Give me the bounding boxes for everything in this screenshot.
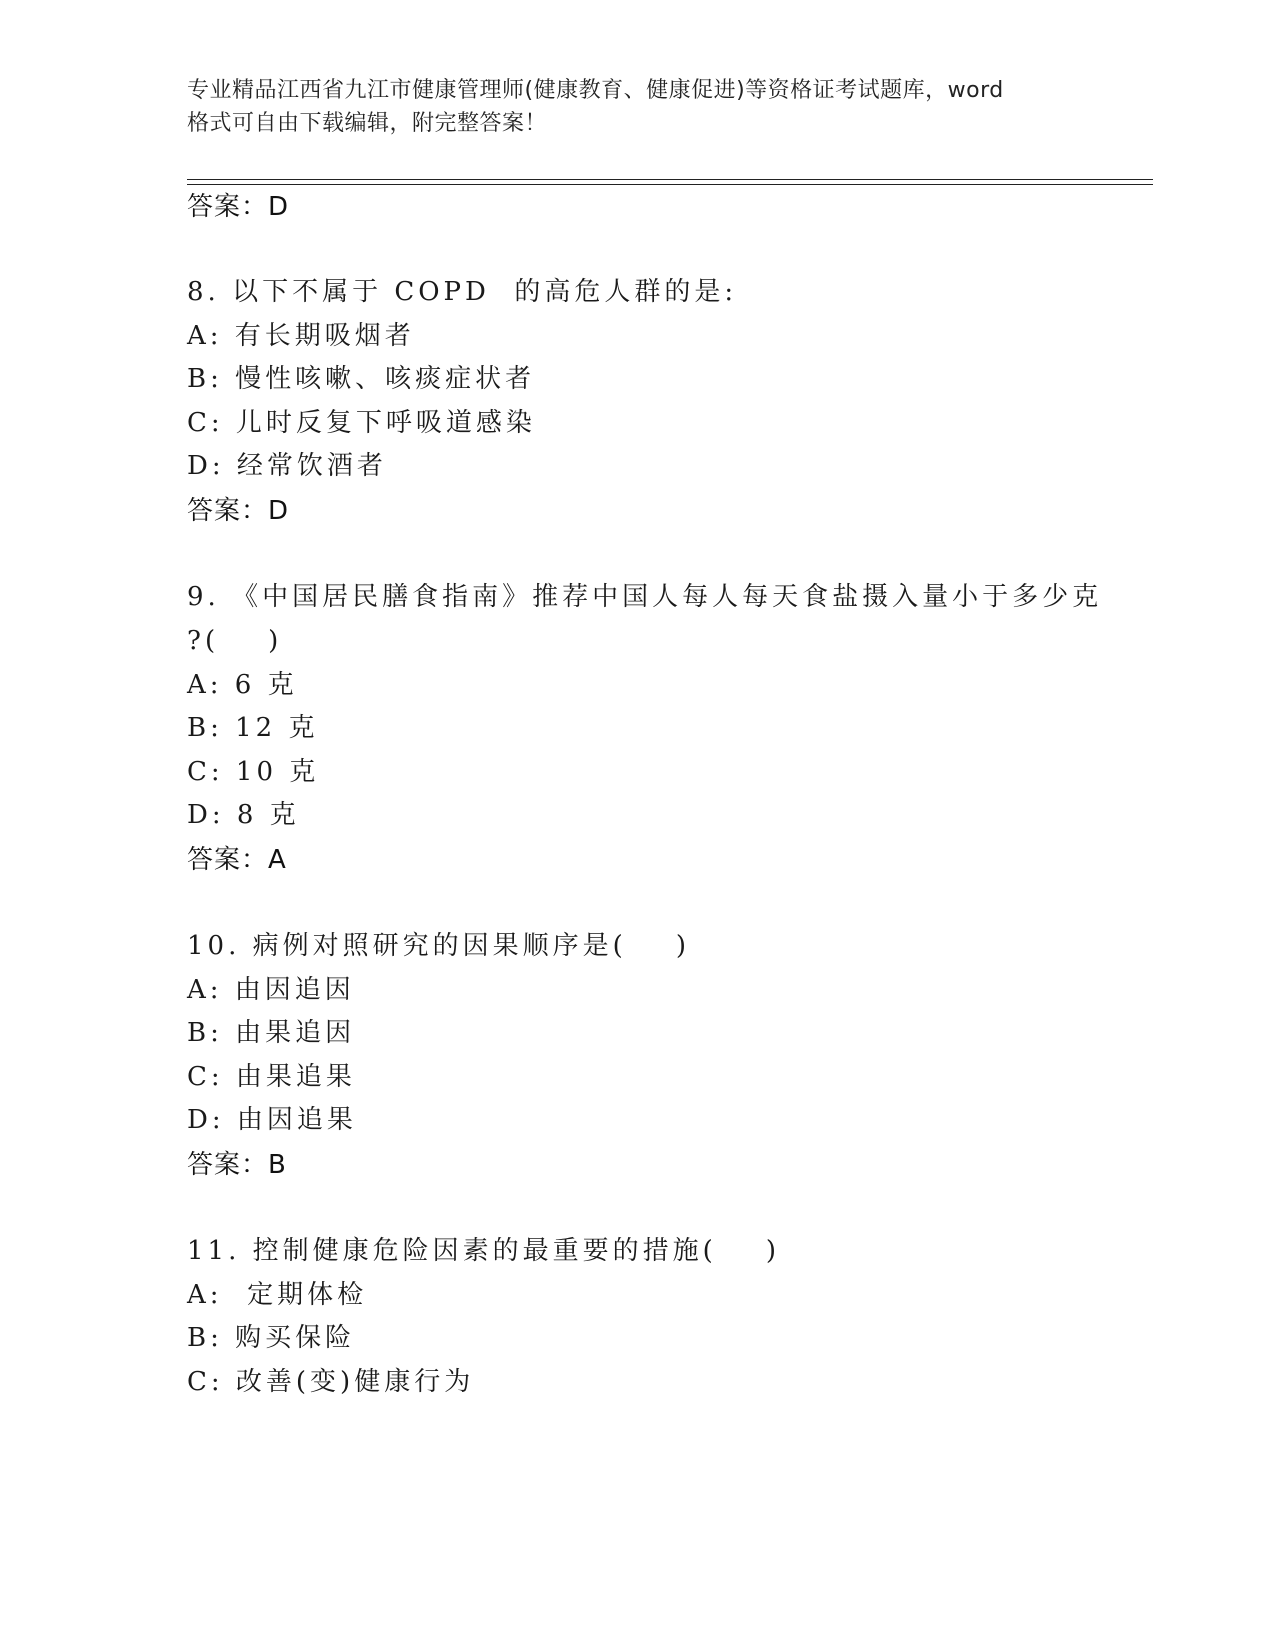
question-9-stem-continued: ?( ) (187, 626, 283, 656)
question-8-answer: 答案：D (187, 496, 290, 526)
question-10-option-b: B: 由果追因 (187, 1018, 356, 1048)
question-10-answer: 答案：B (187, 1150, 287, 1180)
question-8-stem: 8. 以下不属于 COPD 的高危人群的是: (187, 277, 738, 307)
question-8-option-d: D: 经常饮酒者 (187, 451, 387, 481)
question-8-option-a: A: 有长期吸烟者 (187, 321, 415, 351)
question-9-option-d: D: 8 克 (187, 800, 300, 830)
question-11-option-a: A: 定期体检 (187, 1280, 368, 1310)
header-line-2: 格式可自由下载编辑，附完整答案！ (187, 111, 548, 136)
document-header (187, 74, 1087, 140)
question-11-stem: 11. 控制健康危险因素的最重要的措施( ) (187, 1236, 780, 1266)
question-10-stem: 10. 病例对照研究的因果顺序是( ) (187, 931, 690, 961)
answer-previous: 答案：D (187, 192, 290, 222)
question-9-option-a: A: 6 克 (187, 670, 298, 700)
question-8-option-c: C: 儿时反复下呼吸道感染 (187, 408, 536, 438)
header-divider-bottom (187, 184, 1153, 185)
question-9-answer: 答案：A (187, 845, 287, 875)
question-11-option-c: C: 改善(变)健康行为 (187, 1367, 475, 1397)
question-9-option-b: B: 12 克 (187, 713, 319, 743)
question-10-option-d: D: 由因追果 (187, 1105, 357, 1135)
question-8-option-b: B: 慢性咳嗽、咳痰症状者 (187, 364, 536, 394)
header-divider-top (187, 179, 1153, 180)
question-10-option-c: C: 由果追果 (187, 1062, 356, 1092)
question-10-option-a: A: 由因追因 (187, 975, 355, 1005)
question-11-option-b: B: 购买保险 (187, 1323, 356, 1353)
question-9-stem: 9. 《中国居民膳食指南》推荐中国人每人每天食盐摄入量小于多少克 (187, 582, 1103, 612)
question-9-option-c: C: 10 克 (187, 757, 320, 787)
header-line-1: 专业精品江西省九江市健康管理师(健康教育、健康促进)等资格证考试题库，word (187, 78, 1004, 103)
